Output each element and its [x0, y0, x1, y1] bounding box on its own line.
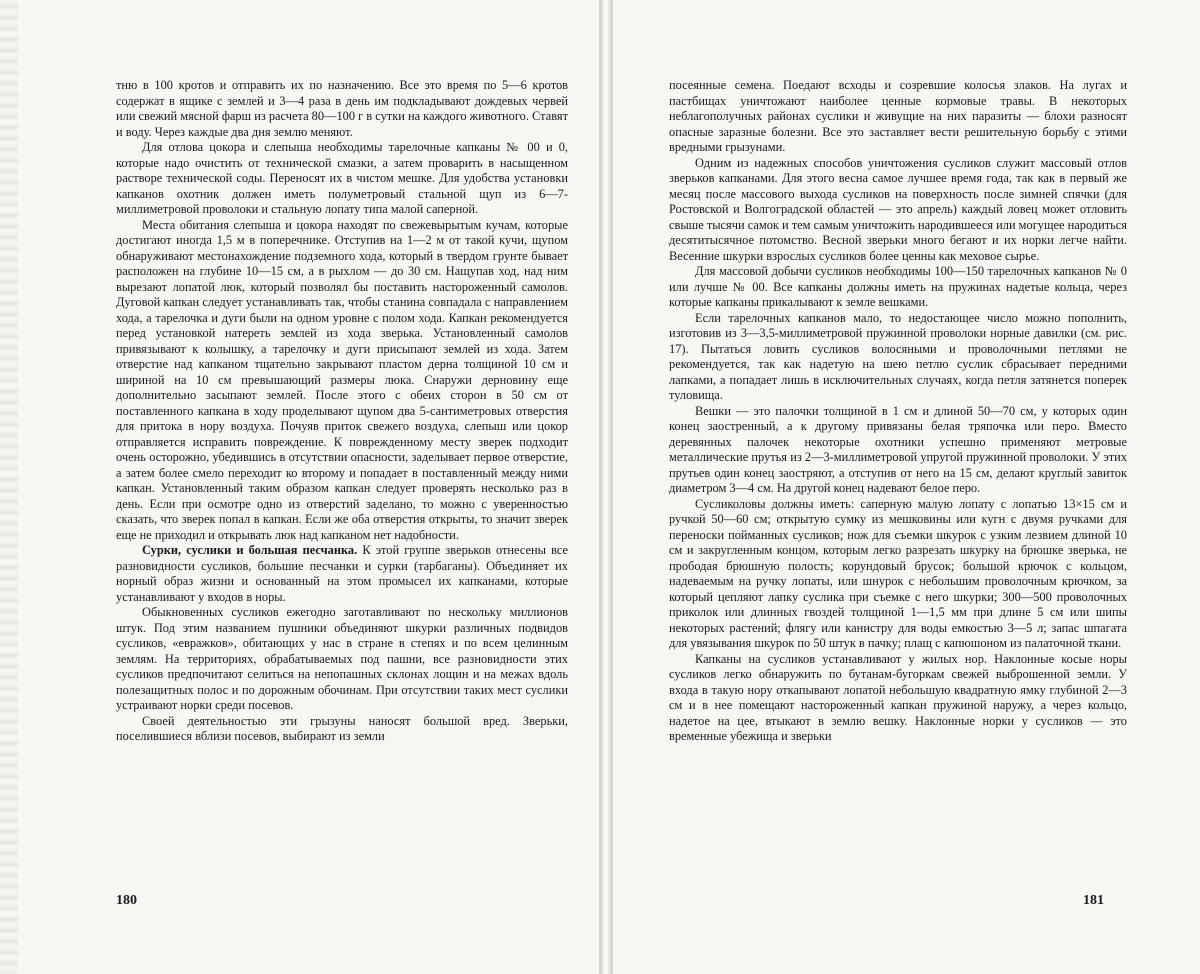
- paragraph-text: Для массовой добычи сусликов необходимы 100—150 тарелочных капканов № 0 или лучше № 00. Все капканы должны иметь на пружинах надетые кольца, через которые капканы прикалывают к земле вешками.: [669, 264, 1127, 309]
- paragraph-text: Места обитания слепыша и цокора находят по свежевырытым кучам, которые достигают иногда 1,5 м в поперечнике. Отступив на 1—2 м от такой кучи, щупом обнаруживают местонахождение подземного хода, который в твердом грунте бывает расположен на глубине 10—15 см, а в рыхлом — до 30 см. Нащупав ход, над ним вырезают лопатой люк, который позволял бы поставить настороженный самолов. Дуговой капкан следует устанавливать так, чтобы станина совпадала с направлением хода, а тарелочка и дуги были на одном уровне с полом хода. Капкан рекомендуется перед установкой натереть землей из хода зверька. Установленный самолов привязывают к колышку, а тарелочку и дуги присыпают землей из хода. Затем отверстие над капканом тщательно закрывают пластом дерна толщиной 10 см и шириной на 10 см превышающий размеры люка. Снаружи дерновину еще дополнительно засыпают землей. После этого с обеих сторон в 50 см от поставленного капкана в ходу проделывают щупом два 5-сантиметровых отверстия для притока в нору воздуха. Почуяв приток свежего воздуха, слепыш или цокор отправляется исправить повреждение. К поврежденному месту зверек подходит очень осторожно, убедившись в отсутствии опасности, заделывает первое отверстие, а затем более смело переходит ко второму и попадает в поставленный между ними капкан. Установленный таким образом капкан следует проверять несколько раз в день. Если при осмотре одно из отверстий заделано, то можно с уверенностью сказать, что зверек попал в капкан. Если же оба отверстия открыты, то значит зверек еще не приходил и открывать люк над капканом нет надобности.: [116, 217, 568, 542]
- left-page-text: [116, 78, 568, 745]
- paragraph: [669, 264, 1127, 311]
- paragraph-text: К этой группе зверьков отнесены все разновидности сусликов, большие песчанки и сурки (тарбаганы). Объединяет их норный образ жизни и основанный на этом промысел их капканами, которые устанавливают у входов в норы.: [116, 543, 568, 604]
- paragraph-lead: Сурки, суслики и большая песчанка.: [142, 543, 358, 557]
- paragraph: [116, 605, 568, 714]
- paragraph: [669, 652, 1127, 745]
- paragraph: [669, 156, 1127, 265]
- right-page: [612, 0, 1200, 974]
- paragraph-text: тню в 100 кротов и отправить их по назначению. Все это время по 5—6 кротов содержат в ящике с землей и 3—4 раза в день им подкладывают дождевых червей или свежий мясной фарш из расчета 80—100 г в сутки на каждого животного. Ставят и воду. Через каждые два дня землю меняют.: [116, 78, 568, 139]
- paragraph-text: Если тарелочных капканов мало, то недостающее число можно пополнить, изготовив из 3—3,5-миллиметровой пружинной проволоки норные давилки (см. рис. 17). Пытаться ловить сусликов волосяными и проволочными петлями не рекомендуется, так как надетую на шею петлю суслик сбрасывает передними лапками, а попадает лишь в исключительных случаях, когда петля затянется поперек туловища.: [669, 310, 1127, 402]
- paragraph: [116, 714, 568, 745]
- paragraph-text: Своей деятельностью эти грызуны наносят большой вред. Зверьки, поселившиеся вблизи посевов, выбирают из земли: [116, 713, 568, 743]
- paragraph-text: Обыкновенных сусликов ежегодно заготавливают по нескольку миллионов штук. Под этим названием пушники объединяют шкурки различных подвидов сусликов, «евражков», обитающих у нас в стране в степях и по всем целинным землям. На территориях, обрабатываемых под пашни, все разновидности этих сусликов предпочитают селиться на непопашных склонах лощин и на межах вдоль полезащитных полос и по дорожным обочинам. При отсутствии таких мест суслики устраивают норки среди посевов.: [116, 605, 568, 712]
- book-gutter: [600, 0, 612, 974]
- paragraph: [116, 543, 568, 605]
- paragraph: [116, 218, 568, 544]
- paragraph: [669, 78, 1127, 156]
- paragraph-text: посеянные семена. Поедают всходы и созревшие колосья злаков. На лугах и пастбищах уничтожают наиболее ценные кормовые травы. В некоторых неблагополучных районах суслики и живущие на них паразиты — блохи разносят опасные заразные болезни. Все это заставляет вести решительную борьбу с этими вредными грызунами.: [669, 78, 1127, 154]
- paragraph: [116, 78, 568, 140]
- paragraph-text: Капканы на сусликов устанавливают у жилых нор. Наклонные косые норы сусликов легко обнаружить по бутанам-бугоркам свежей выброшенной земли. У входа в такую нору откапывают лопатой небольшую квадратную ямку глубиной 2—3 см и в нее помещают настороженный капкан пружиной наружу, а через кольцо, надетое на цее, втыкают в землю вешку. Наклонные норки у сусликов — это временные убежища и зверьки: [669, 651, 1127, 743]
- page-number: 180: [116, 893, 137, 908]
- paragraph: [669, 497, 1127, 652]
- page-number: 181: [1083, 893, 1104, 908]
- paragraph: [116, 140, 568, 218]
- paragraph-text: Одним из надежных способов уничтожения сусликов служит массовый отлов зверьков капканами. Для этого весна самое лучшее время года, так как в первый же месяц после массового выхода сусликов на поверхность после зимней спячки (для Ростовской и Волгоградской областей — это апрель) каждый ловец может отловить свыше тысячи самок и тем самым уничтожить народившееся или могущее народиться десятитысячное потомство. Весной зверьки много бегают и их норки легче найти. Весенние шкурки взрослых сусликов более ценны как меховое сырье.: [669, 155, 1127, 263]
- paragraph: [669, 404, 1127, 497]
- page-edge: [0, 0, 18, 974]
- paragraph: [669, 311, 1127, 404]
- paragraph-text: Для отлова цокора и слепыша необходимы тарелочные капканы № 00 и 0, которые надо очистить от технической смазки, а затем проварить в насыщенном растворе технической соды. Переносят их в чистом мешке. Для удобства установки капканов охотник должен иметь полуметровый стальной щуп из 6—7-миллиметровой проволоки и стальную лопату типа малой саперной.: [116, 140, 568, 216]
- right-page-text: [669, 78, 1127, 745]
- paragraph-text: Сусликоловы должны иметь: саперную малую лопату с лопатью 13×15 см и ручкой 50—60 см; открытую сумку из мешковины или кугн с двумя ручками для переноски пойманных сусликов; нож для съемки шкурок с узким лезвием длиной 10 см и закругленным концом, которым легко разрезать шкурку на брюшке зверька, не прободая брюшную полость; корундовый брусок; большой крючок с кольцом, надеваемым на ручку лопаты, или шнурок с небольшим проволочным крючком, за который цепляют лапку суслика при съемке с него шкурки; 300—500 проволочных приколок или длинных гвоздей толщиной 1—1,5 мм при длине 5 см или шипы некоторых растений; флягу или канистру для воды емкостью 3—5 л; запас шпагата для увязывания шкурок по 50 штук в пачку; плащ с капюшоном из палаточной ткани.: [669, 496, 1127, 650]
- paragraph-text: Вешки — это палочки толщиной в 1 см и длиной 50—70 см, у которых один конец заостренный, а к другому привязаны белая тряпочка или перо. Вместо деревянных палочек некоторые охотники успешно применяют метровые металлические прутья из 2—3-миллиметровой упругой пружинной проволоки. У этих прутьев один конец заостряют, а отступив от него на 15 см, делают круглый завиток диаметром 3—4 см. На другой конец надевают белое перо.: [669, 403, 1127, 495]
